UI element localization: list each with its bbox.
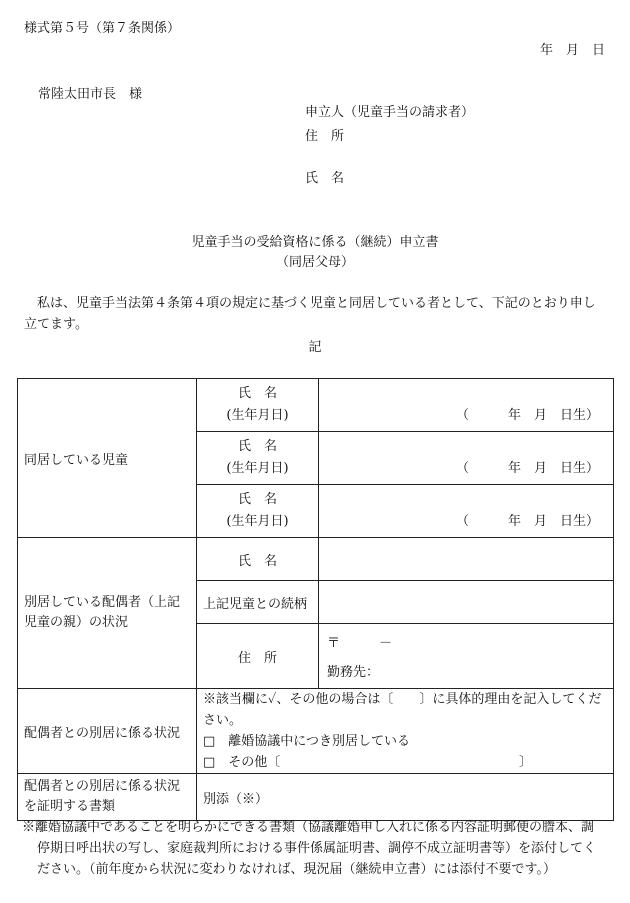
spouse-address-label: 住 所	[197, 624, 319, 689]
relationship-label: 上記児童との続柄	[197, 581, 319, 624]
option-other-close: 〕	[519, 755, 533, 770]
child-1-name-label: 氏 名 (生年月日)	[197, 379, 319, 432]
separation-status-options	[197, 689, 614, 774]
spouse-address-field[interactable]	[319, 624, 614, 689]
separation-instruction: ※該当欄に✓、その他の場合は〔 〕に具体的理由を記入してください。	[203, 692, 602, 728]
relationship-field[interactable]	[319, 581, 614, 624]
date-field: 年 月 日	[540, 43, 606, 58]
option-divorce-checkbox[interactable]: □ 離婚協議中につき別居している	[203, 734, 411, 749]
cohabiting-children-label: 同居している児童	[18, 379, 197, 538]
child-1-birthdate-field[interactable]: （ 年 月 日生）	[455, 408, 599, 423]
workplace-label: 勤務先：	[327, 665, 380, 680]
child-2-name-field[interactable]	[319, 432, 614, 485]
proof-docs-value: 別添（※）	[197, 774, 614, 821]
separated-spouse-label: 別居している配偶者（上記児童の親）の状況	[18, 538, 197, 689]
separation-status-label: 配偶者との別居に係る状況	[18, 689, 197, 774]
addressee: 常陸太田市長 様	[38, 87, 143, 102]
document-subtitle: （同居父母）	[275, 255, 354, 270]
body-text-line2: 立てます。	[24, 317, 88, 332]
footnote	[24, 817, 614, 880]
child-2-name-label: 氏 名 (生年月日)	[197, 432, 319, 485]
application-table	[17, 378, 614, 821]
footnote-line1: ※離婚協議中であることを明らかにできる書類（協議離婚申し入れに係る内容証明郵便の謄本、調	[22, 820, 595, 835]
child-3-birthdate-field[interactable]: （ 年 月 日生）	[455, 514, 599, 529]
spouse-name-label: 氏 名	[197, 538, 319, 581]
footnote-line2: 停期日呼出状の写し、家庭裁判所における事件係属証明書、調停不成立証明書等）を添付してく	[37, 841, 597, 856]
spouse-name-field[interactable]	[319, 538, 614, 581]
child-3-name-label: 氏 名 (生年月日)	[197, 485, 319, 538]
proof-docs-label: 配偶者との別居に係る状況を証明する書類	[18, 774, 197, 821]
child-1-name-field[interactable]	[319, 379, 614, 432]
applicant-name-label: 氏 名	[305, 171, 345, 186]
postal-code-field[interactable]: 〒 －	[327, 636, 393, 651]
applicant-title: 申立人（児童手当の請求者）	[305, 105, 475, 120]
document-title: 児童手当の受給資格に係る（継続）申立書	[191, 235, 439, 250]
child-2-birthdate-field[interactable]: （ 年 月 日生）	[455, 461, 599, 476]
form-number: 様式第５号（第７条関係）	[24, 21, 181, 36]
applicant-address-label: 住 所	[305, 129, 345, 144]
child-3-name-field[interactable]	[319, 485, 614, 538]
footnote-line3: ださい。（前年度から状況に変わりなければ、現況届（継続申立書）には添付不要です。）	[37, 862, 556, 877]
body-text-line1: 私は、児童手当法第４条第４項の規定に基づく児童と同居している者として、下記のとおり申し	[24, 296, 596, 311]
option-other-checkbox[interactable]: □ その他〔 〕	[203, 752, 607, 773]
ki-heading: 記	[308, 340, 322, 355]
